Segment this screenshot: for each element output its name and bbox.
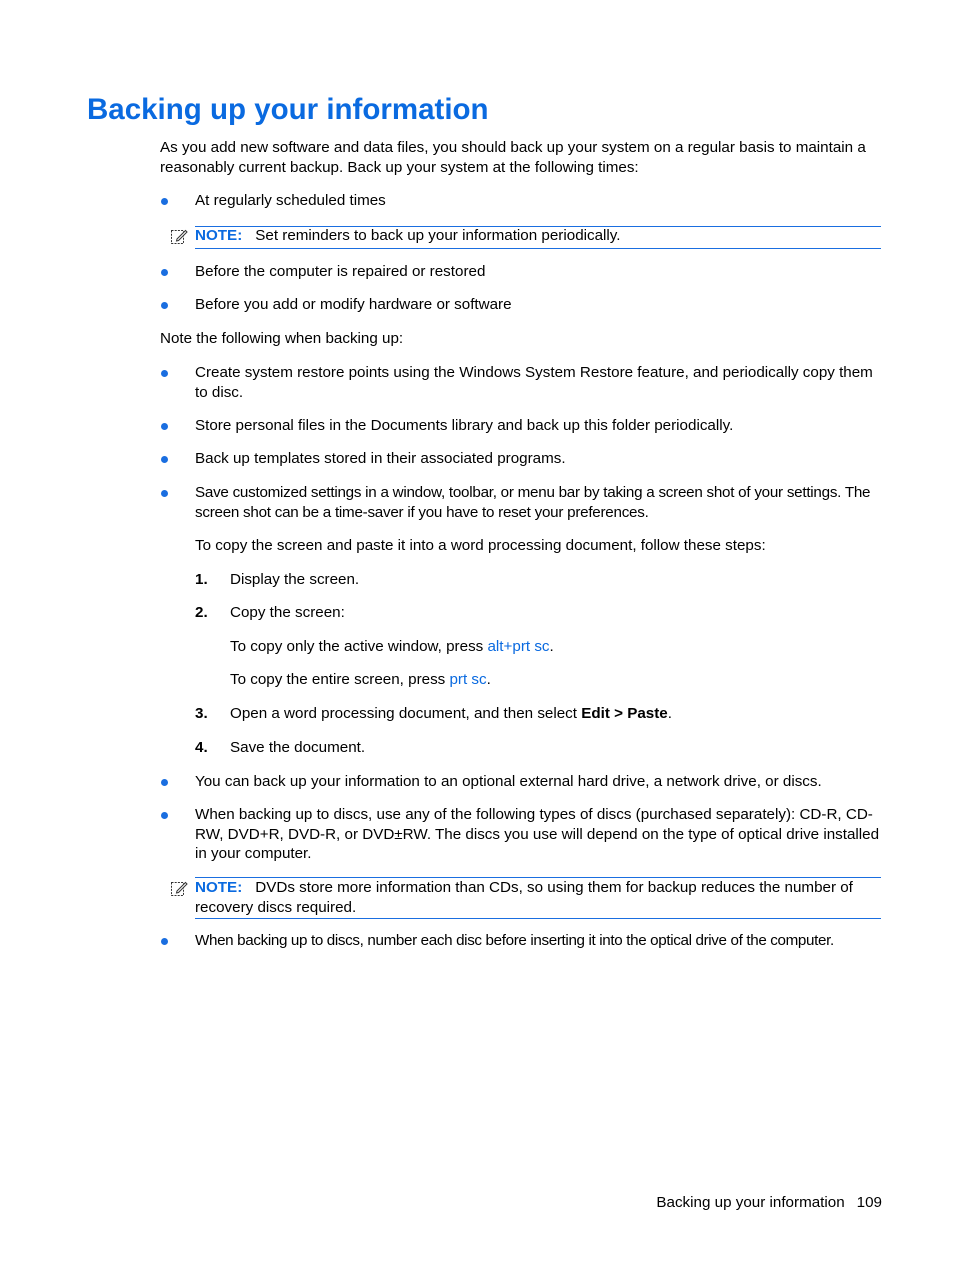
note-label: NOTE: — [195, 879, 243, 896]
note-pencil-icon — [170, 227, 188, 245]
list-item: Before the computer is repaired or restored — [195, 263, 486, 280]
sub-step-text: To copy only the active window, press — [230, 638, 488, 655]
list-item: When backing up to discs, number each disc before inserting it into the optical drive of the computer. — [195, 932, 834, 949]
bullet-dot-icon — [161, 456, 168, 463]
step-number: 1. — [195, 571, 208, 588]
note-bottom-rule — [195, 248, 881, 249]
bullet-dot-icon — [161, 269, 168, 276]
sub-step-text: To copy the entire screen, press — [230, 671, 450, 688]
step-text-punct: . — [667, 705, 672, 722]
intro-paragraph: As you add new software and data files, you should back up your system on a regular basis to maintain a reasonably current backup. Back up your system at the following times: — [160, 139, 866, 176]
footer-section: Backing up your information — [656, 1194, 845, 1211]
list-item: Store personal files in the Documents library and back up this folder periodically. — [195, 417, 734, 434]
note — [195, 878, 885, 917]
step-text — [230, 704, 672, 724]
list-item: Back up templates stored in their associated programs. — [195, 450, 566, 467]
step-number: 3. — [195, 705, 208, 722]
bullet-dot-icon — [161, 423, 168, 430]
sub-step — [230, 637, 554, 657]
step-text: Display the screen. — [230, 571, 360, 588]
section-lead: Note the following when backing up: — [160, 330, 404, 347]
step-text-part: Open a word processing document, and then select — [230, 705, 582, 722]
sub-step-punct: . — [549, 638, 554, 655]
bullet-dot-icon — [161, 779, 168, 786]
list-item: When backing up to discs, use any of the following types of discs (purchased separately): CD-R, CD-RW, DVD+R, DVD-R, or DVD±RW. The discs you use will depend on the type of optical drive installed in your computer. — [195, 806, 880, 862]
step-text: Save the document. — [230, 739, 366, 756]
list-item: You can back up your information to an optional external hard drive, a network drive, or discs. — [195, 773, 822, 790]
bullet-dot-icon — [161, 370, 168, 377]
list-item: Create system restore points using the Windows System Restore feature, and periodically copy them to disc. — [195, 364, 873, 401]
sub-step-punct: . — [486, 671, 491, 688]
list-item: Save customized settings in a window, toolbar, or menu bar by taking a screen shot of your settings. The screen shot can be a time-saver if you have to reset your preferences. — [195, 484, 871, 521]
bullet-dot-icon — [161, 490, 168, 497]
note-text: DVDs store more information than CDs, so using them for backup reduces the number of recovery discs required. — [195, 879, 853, 916]
bullet-dot-icon — [161, 938, 168, 945]
bullet-dot-icon — [161, 302, 168, 309]
step-number: 2. — [195, 604, 208, 621]
step-text: Copy the screen: — [230, 604, 345, 621]
menu-path: Edit > Paste — [581, 705, 668, 722]
step-number: 4. — [195, 739, 208, 756]
note-label: NOTE: — [195, 227, 243, 244]
list-item: Before you add or modify hardware or software — [195, 296, 512, 313]
sub-step — [230, 670, 491, 690]
note-bottom-rule — [195, 918, 881, 919]
page-title: Backing up your information — [87, 93, 489, 126]
bullet-dot-icon — [161, 198, 168, 205]
note — [195, 226, 885, 246]
list-item: At regularly scheduled times — [195, 192, 386, 209]
page-number: 109 — [856, 1194, 882, 1211]
copy-intro: To copy the screen and paste it into a word processing document, follow these steps: — [195, 537, 766, 554]
key-combo: prt sc — [449, 671, 487, 688]
page-footer — [656, 1193, 882, 1212]
key-combo: alt+prt sc — [487, 638, 550, 655]
note-text: Set reminders to back up your information periodically. — [255, 227, 621, 244]
bullet-dot-icon — [161, 812, 168, 819]
note-pencil-icon — [170, 879, 188, 897]
